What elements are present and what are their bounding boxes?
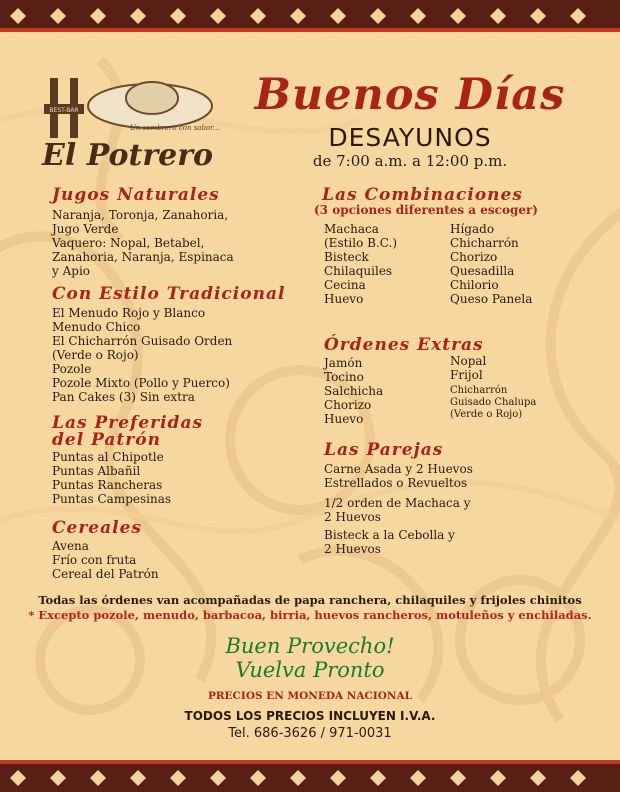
list-item: Chicharrón (450, 385, 508, 396)
section-title-preferidas-1: Las Preferidas (52, 413, 204, 433)
exception-note: * Excepto pozole, menudo, barbacoa, birria, huevos rancheros, motuleños y enchiladas. (28, 608, 592, 622)
accompaniment-note: Todas las órdenes van acompañadas de papa ranchera, chilaquiles y frijoles chinitos (38, 593, 582, 607)
list-item: Avena (52, 539, 89, 553)
list-item: (Verde o Rojo) (52, 348, 139, 362)
list-item: El Menudo Rojo y Blanco (52, 306, 206, 320)
list-item: Tocino (324, 370, 364, 384)
list-item: Nopal (450, 354, 487, 368)
list-item: Cecina (324, 278, 366, 292)
ornament-border-icon (0, 760, 620, 792)
logo-name: El Potrero (42, 138, 214, 173)
list-item: Pan Cakes (3) Sin extra (52, 390, 195, 404)
list-item: Chorizo (324, 398, 372, 412)
logo-tagline: Un sombrero con sabor...! (130, 124, 220, 132)
section-title-preferidas-2: del Patrón (52, 430, 161, 450)
list-item: Chorizo (450, 250, 498, 264)
list-item: (Estilo B.C.) (324, 236, 398, 250)
list-item: 2 Huevos (324, 510, 381, 524)
list-item: Jugo Verde (52, 222, 119, 236)
combinaciones-subtitle: (3 opciones diferentes a escoger) (314, 203, 538, 217)
list-item: Chicharrón (450, 236, 519, 250)
section-title-tradicional: Con Estilo Tradicional (52, 284, 286, 304)
list-item: Bisteck a la Cebolla y (324, 528, 455, 542)
list-item: Hígado (450, 222, 495, 236)
section-title-extras: Órdenes Extras (324, 335, 484, 355)
logo-badge: BEST-BAR (49, 107, 79, 114)
list-item: Cereal del Patrón (52, 567, 159, 581)
list-item: Frío con fruta (52, 553, 137, 567)
top-border (0, 0, 620, 32)
hours-text: de 7:00 a.m. a 12:00 p.m. (312, 152, 508, 170)
list-item: (Verde o Rojo) (450, 409, 523, 420)
currency-note: PRECIOS EN MONEDA NACIONAL (207, 690, 413, 702)
section-title-jugos: Jugos Naturales (52, 185, 220, 205)
list-item: Salchicha (324, 384, 384, 398)
closing-line-1: Buen Provecho! (225, 634, 395, 658)
list-item: Carne Asada y 2 Huevos (324, 462, 473, 476)
restaurant-logo (30, 70, 220, 180)
list-item: El Chicharrón Guisado Orden (52, 334, 233, 348)
section-title-cereales: Cereales (52, 518, 142, 538)
list-item: Quesadilla (450, 264, 515, 278)
list-item: Puntas Rancheras (52, 478, 163, 492)
list-item: Bisteck (324, 250, 369, 264)
bottom-border (0, 760, 620, 792)
list-item: Pozole (52, 362, 92, 376)
list-item: Chilorio (450, 278, 499, 292)
list-item: Machaca (324, 222, 379, 236)
list-item: Puntas Albañil (52, 464, 141, 478)
list-item: Zanahoria, Naranja, Espinaca (52, 250, 234, 264)
list-item: Chilaquiles (324, 264, 393, 278)
list-item: Puntas al Chipotle (52, 450, 164, 464)
list-item: Puntas Campesinas (52, 492, 172, 506)
section-title-combinaciones: Las Combinaciones (322, 185, 523, 205)
list-item: Menudo Chico (52, 320, 141, 334)
phone-text: Tel. 686-3626 / 971-0031 (228, 726, 392, 741)
list-item: Huevo (324, 292, 364, 306)
list-item: Naranja, Toronja, Zanahoria, (52, 208, 229, 222)
list-item: Queso Panela (450, 292, 533, 306)
list-item: 2 Huevos (324, 542, 381, 556)
list-item: Frijol (450, 368, 483, 382)
list-item: Vaquero: Nopal, Betabel, (52, 236, 205, 250)
closing-line-2: Vuelva Pronto (235, 658, 385, 682)
list-item: Guisado Chalupa (450, 397, 537, 408)
list-item: Pozole Mixto (Pollo y Puerco) (52, 376, 230, 390)
page-subtitle: DESAYUNOS (328, 123, 492, 152)
section-title-parejas: Las Parejas (324, 440, 444, 460)
page-title: Buenos Días (254, 70, 566, 120)
ornament-border-icon (0, 0, 620, 32)
list-item: Huevo (324, 412, 364, 426)
list-item: Estrellados o Revueltos (324, 476, 468, 490)
list-item: Jamón (324, 356, 363, 370)
list-item: y Apio (52, 264, 91, 278)
list-item: 1/2 orden de Machaca y (324, 496, 471, 510)
iva-note: TODOS LOS PRECIOS INCLUYEN I.V.A. (184, 709, 436, 723)
